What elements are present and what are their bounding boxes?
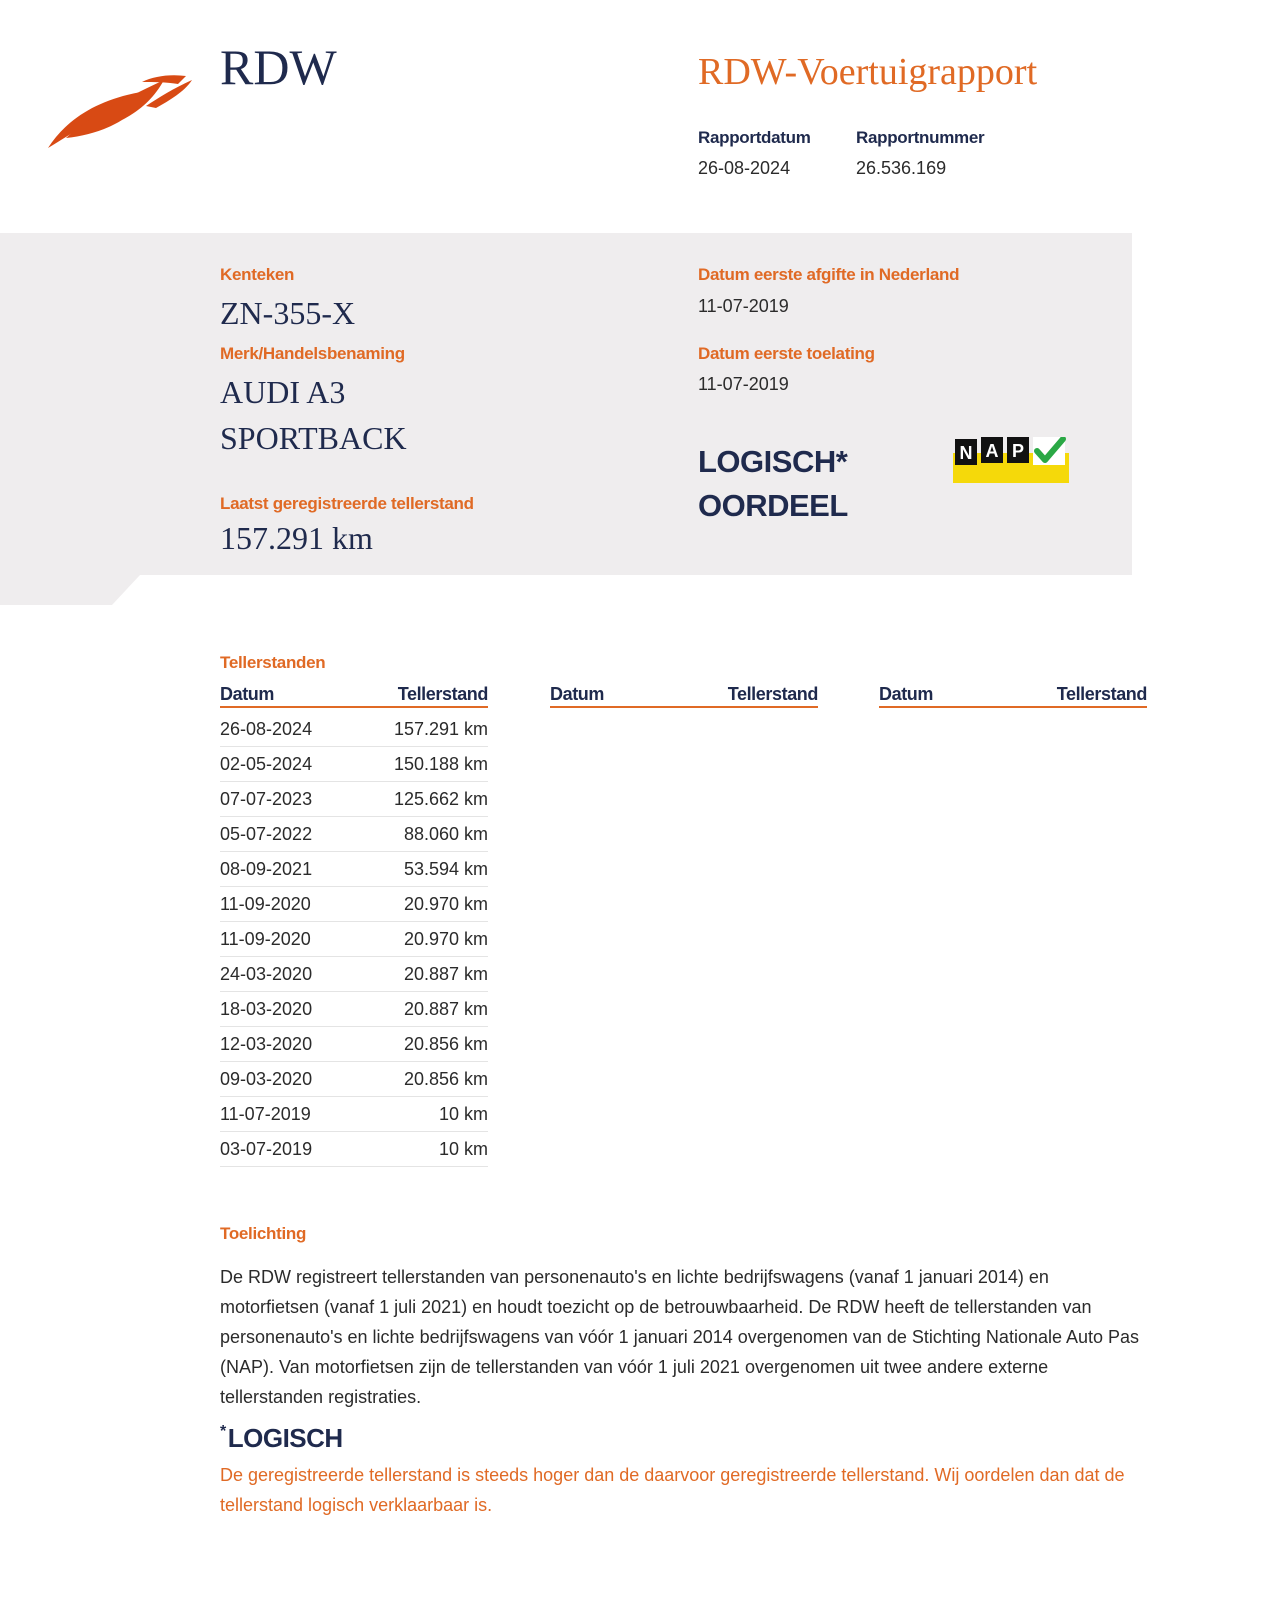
header-rule-2 bbox=[550, 706, 818, 708]
row-odometer: 88.060 km bbox=[403, 824, 488, 844]
toelichting-title: Toelichting bbox=[220, 1224, 307, 1243]
col-header-value-1: Tellerstand bbox=[397, 684, 488, 704]
col-header-date-1: Datum bbox=[220, 684, 275, 704]
nap-letter-a: A bbox=[985, 441, 999, 461]
tellerstanden-title: Tellerstanden bbox=[220, 653, 326, 672]
rdw-logo bbox=[46, 70, 196, 152]
row-odometer: 150.188 km bbox=[393, 754, 488, 774]
col-header-value-3: Tellerstand bbox=[1056, 684, 1147, 704]
row-date: 02-05-2024 bbox=[220, 754, 313, 774]
row-date: 03-07-2019 bbox=[220, 1139, 313, 1159]
brand-name: RDW bbox=[220, 39, 337, 95]
first-issue-label: Datum eerste afgifte in Nederland bbox=[698, 265, 960, 284]
toelichting-text: De RDW registreert tellerstanden van personenauto's en lichte bedrijfswagens (vanaf 1 januari 2014) en motorfietsen (vanaf 1 juli 2021) en houdt toezicht op de betrouwbaarheid. De RDW heeft de tellerstanden van personenauto's en lichte bedrijfswagens van vóór 1 januari 2014 overgenomen van de Stichting Nationale Auto Pas (NAP). Van motorfietsen zijn de tellerstanden van vóór 1 juli 2021 overgenomen uit twee andere externe tellerstanden registraties. bbox=[220, 1267, 1140, 1407]
row-odometer: 20.856 km bbox=[403, 1034, 488, 1054]
table-row bbox=[220, 992, 488, 1027]
row-odometer: 125.662 km bbox=[393, 789, 488, 809]
report-number-label: Rapportnummer bbox=[856, 128, 985, 147]
report-date-label: Rapportdatum bbox=[698, 128, 811, 147]
row-date: 11-09-2020 bbox=[220, 929, 311, 949]
row-date: 11-09-2020 bbox=[220, 894, 311, 914]
row-date: 26-08-2024 bbox=[220, 719, 313, 739]
first-issue-value: 11-07-2019 bbox=[698, 296, 789, 316]
logisch-asterisk: * bbox=[220, 1423, 226, 1440]
row-odometer: 157.291 km bbox=[393, 719, 488, 739]
kenteken-value: ZN-355-X bbox=[220, 295, 356, 331]
merk-label: Merk/Handelsbenaming bbox=[220, 344, 405, 363]
kenteken-label: Kenteken bbox=[220, 265, 295, 284]
merk-value-line2: SPORTBACK bbox=[220, 420, 407, 456]
table-row bbox=[220, 712, 488, 747]
col-header-date-2: Datum bbox=[550, 684, 605, 704]
row-date: 09-03-2020 bbox=[220, 1069, 313, 1089]
table-row bbox=[220, 1027, 488, 1062]
row-odometer: 53.594 km bbox=[403, 859, 488, 879]
table-row bbox=[220, 782, 488, 817]
row-date: 07-07-2023 bbox=[220, 789, 313, 809]
row-odometer: 20.887 km bbox=[403, 999, 488, 1019]
vehicle-panel bbox=[0, 233, 1132, 575]
col-header-value-2: Tellerstand bbox=[727, 684, 818, 704]
first-admission-label: Datum eerste toelating bbox=[698, 344, 875, 363]
row-odometer: 20.970 km bbox=[403, 894, 488, 914]
last-odometer-value: 157.291 km bbox=[220, 520, 373, 556]
nap-logo bbox=[953, 437, 1069, 483]
row-date: 24-03-2020 bbox=[220, 964, 313, 984]
table-row bbox=[220, 887, 488, 922]
table-row bbox=[220, 747, 488, 782]
table-row bbox=[220, 1062, 488, 1097]
row-odometer: 20.970 km bbox=[403, 929, 488, 949]
report-title: RDW-Voertuigrapport bbox=[698, 51, 1038, 93]
row-date: 11-07-2019 bbox=[220, 1104, 311, 1124]
row-date: 18-03-2020 bbox=[220, 999, 313, 1019]
verdict-line1: LOGISCH* bbox=[698, 444, 848, 479]
table-row bbox=[220, 817, 488, 852]
table-row bbox=[220, 852, 488, 887]
row-date: 08-09-2021 bbox=[220, 859, 313, 879]
row-odometer: 10 km bbox=[438, 1139, 488, 1159]
row-date: 05-07-2022 bbox=[220, 824, 313, 844]
logisch-heading bbox=[220, 1423, 343, 1454]
first-admission-value: 11-07-2019 bbox=[698, 374, 789, 394]
row-odometer: 10 km bbox=[438, 1104, 488, 1124]
verdict-line2: OORDEEL bbox=[698, 488, 848, 523]
odometer-table bbox=[220, 712, 488, 1167]
table-row bbox=[220, 957, 488, 992]
row-date: 12-03-2020 bbox=[220, 1034, 313, 1054]
row-odometer: 20.887 km bbox=[403, 964, 488, 984]
table-row bbox=[220, 1097, 488, 1132]
header-rule-3 bbox=[879, 706, 1147, 708]
logisch-explanation: De geregistreerde tellerstand is steeds hoger dan de daarvoor geregistreerde tellerstand. Wij oordelen dan dat de tellerstand logisch verklaarbaar is. bbox=[220, 1465, 1125, 1515]
col-header-date-3: Datum bbox=[879, 684, 934, 704]
report-number: 26.536.169 bbox=[856, 158, 947, 178]
nap-letter-p: P bbox=[1011, 441, 1025, 461]
panel-notch bbox=[0, 575, 140, 605]
report-date: 26-08-2024 bbox=[698, 158, 791, 178]
table-row bbox=[220, 1132, 488, 1167]
last-odometer-label: Laatst geregistreerde tellerstand bbox=[220, 494, 474, 513]
row-odometer: 20.856 km bbox=[403, 1069, 488, 1089]
logisch-title: LOGISCH bbox=[227, 1423, 343, 1453]
header-rule-1 bbox=[220, 706, 488, 708]
nap-letter-n: N bbox=[959, 443, 973, 463]
table-row bbox=[220, 922, 488, 957]
verdict bbox=[698, 440, 848, 528]
merk-value-line1: AUDI A3 bbox=[220, 374, 346, 410]
